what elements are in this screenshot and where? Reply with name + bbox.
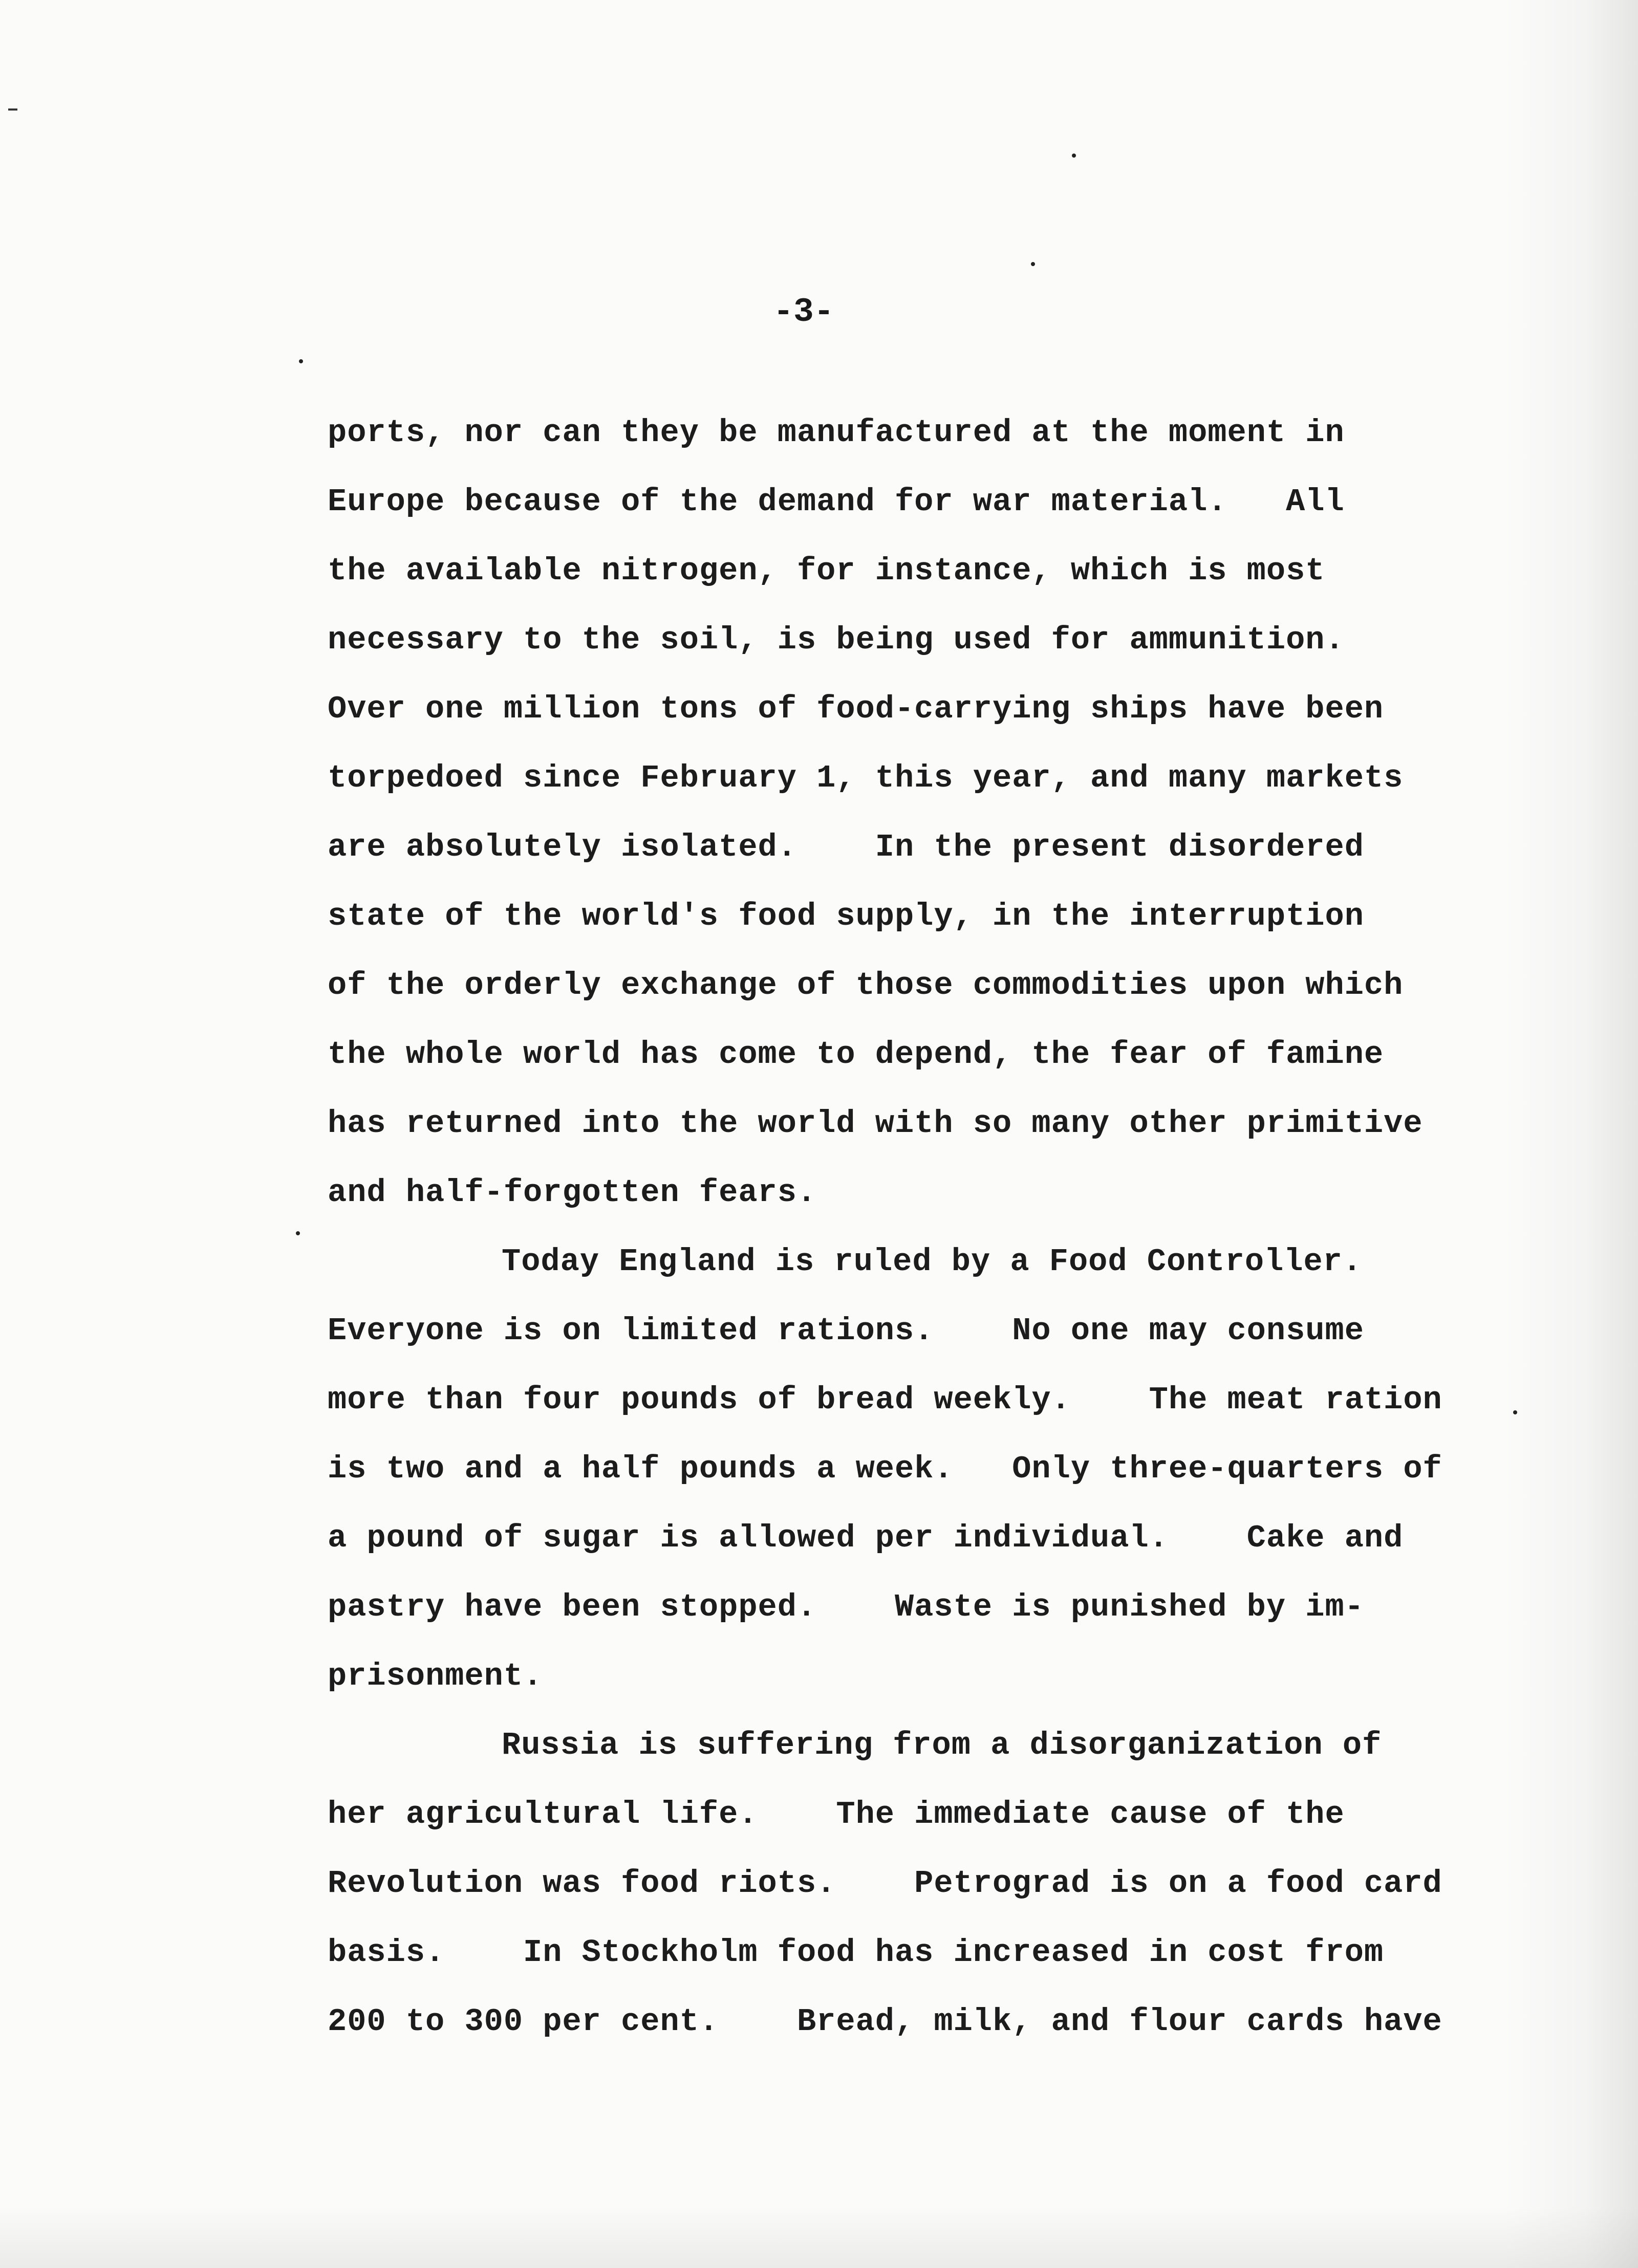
text-line: ports, nor can they be manufactured at the moment in [328, 415, 1345, 451]
text-line: Over one million tons of food-carrying ships have been [328, 691, 1384, 727]
scan-speck [1513, 1410, 1517, 1414]
paragraph-2 [328, 1227, 1464, 1711]
paragraph-3 [328, 1711, 1464, 2056]
text-line: Today England is ruled by a Food Controller. [502, 1244, 1363, 1280]
text-line: basis. In Stockholm food has increased in cost from [328, 1934, 1384, 1971]
text-line: 200 to 300 per cent. Bread, milk, and flour cards have [328, 2003, 1442, 2040]
text-line: of the orderly exchange of those commodities upon which [328, 967, 1404, 1004]
text-line: and half-forgotten fears. [328, 1174, 817, 1211]
text-line: her agricultural life. The immediate cause of the [328, 1796, 1345, 1833]
text-line: are absolutely isolated. In the present disordered [328, 829, 1364, 865]
text-line: a pound of sugar is allowed per individual. Cake and [328, 1520, 1404, 1556]
scan-bottom-shadow [0, 2207, 1638, 2268]
text-line: Everyone is on limited rations. No one may consume [328, 1313, 1364, 1349]
text-line: state of the world's food supply, in the interruption [328, 898, 1364, 934]
text-line: torpedoed since February 1, this year, and many markets [328, 760, 1404, 796]
scan-edge-shadow [1505, 0, 1638, 2268]
text-line: prisonment. [328, 1658, 543, 1694]
text-line: Europe because of the demand for war material. All [328, 484, 1345, 520]
text-line: more than four pounds of bread weekly. The meat ration [328, 1382, 1442, 1418]
body-text [328, 398, 1464, 2056]
text-line: Russia is suffering from a disorganization of [502, 1727, 1382, 1763]
text-line: is two and a half pounds a week. Only three-quarters of [328, 1451, 1442, 1487]
text-line: necessary to the soil, is being used for ammunition. [328, 622, 1345, 658]
text-line: has returned into the world with so many other primitive [328, 1105, 1423, 1142]
scan-speck [1072, 154, 1076, 158]
scan-edge-mark [8, 108, 17, 111]
scan-speck [1031, 262, 1035, 266]
scan-speck [299, 359, 303, 363]
text-line: pastry have been stopped. Waste is punished by im- [328, 1589, 1364, 1625]
text-line: Revolution was food riots. Petrograd is on a food card [328, 1865, 1442, 1902]
paragraph-1 [328, 398, 1464, 1227]
text-line: the whole world has come to depend, the fear of famine [328, 1036, 1384, 1073]
page-number: -3- [773, 293, 834, 331]
scan-speck [296, 1231, 300, 1235]
text-line: the available nitrogen, for instance, which is most [328, 553, 1325, 589]
